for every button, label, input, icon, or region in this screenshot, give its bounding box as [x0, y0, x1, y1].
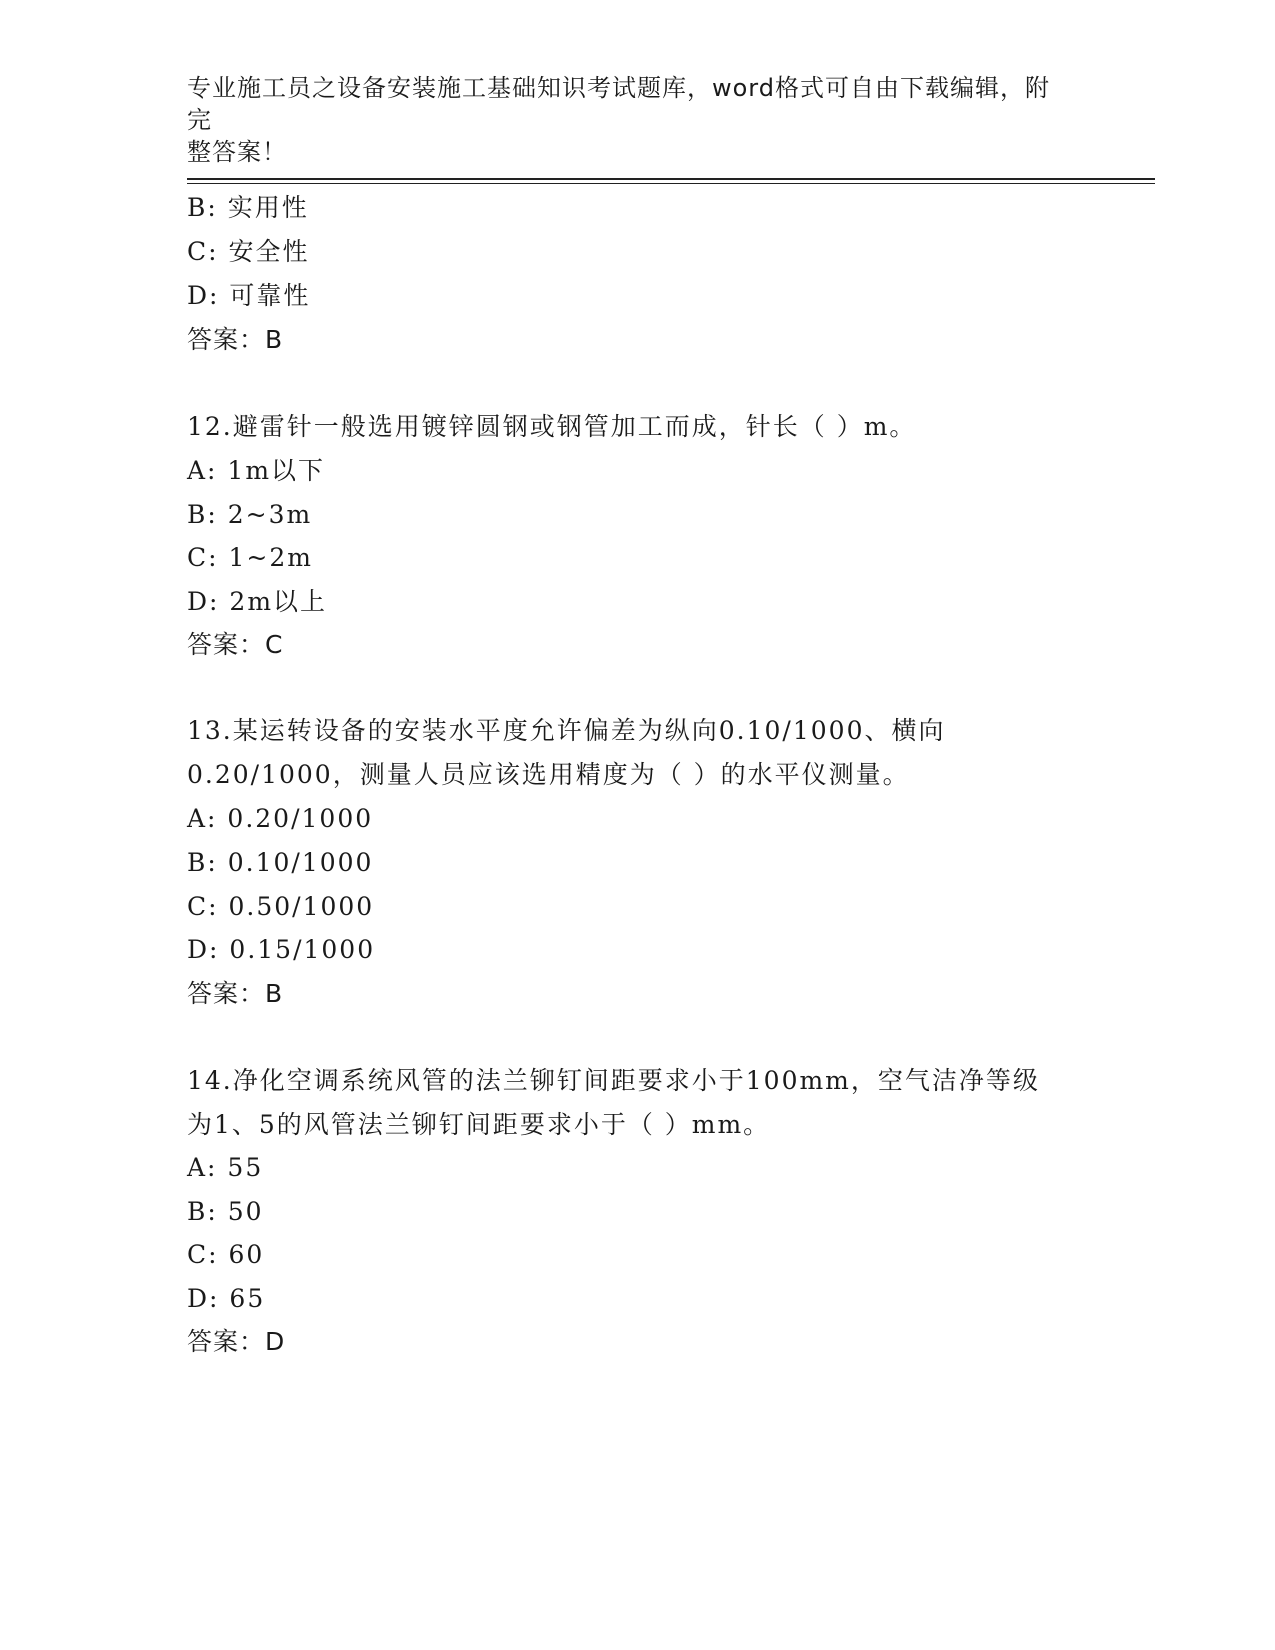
q11-option-b: B: 实用性 [187, 193, 309, 222]
q13-option-c: C: 0.50/1000 [187, 892, 375, 921]
document-header [187, 72, 1067, 168]
q14-option-a: A: 55 [187, 1153, 264, 1182]
header-line-1: 专业施工员之设备安装施工基础知识考试题库，word格式可自由下载编辑，附完 [187, 74, 1050, 134]
q14-option-b: B: 50 [187, 1197, 264, 1226]
q11-option-c: C: 安全性 [187, 237, 310, 266]
q13-option-b: B: 0.10/1000 [187, 848, 374, 877]
q13-option-a: A: 0.20/1000 [187, 804, 374, 833]
header-divider-thin [187, 183, 1155, 184]
q13-answer: 答案：B [187, 979, 284, 1008]
q13-stem-line-1: 13.某运转设备的安装水平度允许偏差为纵向0.10/1000、横向 [187, 716, 946, 745]
q14-option-d: D: 65 [187, 1284, 266, 1313]
q14-stem-line-1: 14.净化空调系统风管的法兰铆钉间距要求小于100mm，空气洁净等级 [187, 1066, 1040, 1095]
q14-stem-line-2: 为1、5的风管法兰铆钉间距要求小于（ ）mm。 [187, 1110, 771, 1139]
q12-option-c: C: 1~2m [187, 543, 313, 572]
q11-option-d: D: 可靠性 [187, 281, 311, 310]
q12-option-a: A: 1m以下 [187, 456, 326, 485]
q13-stem-line-2: 0.20/1000，测量人员应该选用精度为（ ）的水平仪测量。 [187, 760, 910, 789]
header-divider-thick [187, 178, 1155, 180]
q11-answer: 答案：B [187, 325, 284, 354]
q12-stem: 12.避雷针一般选用镀锌圆钢或钢管加工而成，针长（ ）m。 [187, 412, 917, 441]
q14-option-c: C: 60 [187, 1240, 265, 1269]
q12-option-d: D: 2m以上 [187, 587, 328, 616]
q12-option-b: B: 2~3m [187, 500, 313, 529]
q13-option-d: D: 0.15/1000 [187, 935, 376, 964]
q14-answer: 答案：D [187, 1327, 286, 1356]
header-line-2: 整答案！ [187, 138, 287, 166]
q12-answer: 答案：C [187, 630, 284, 659]
